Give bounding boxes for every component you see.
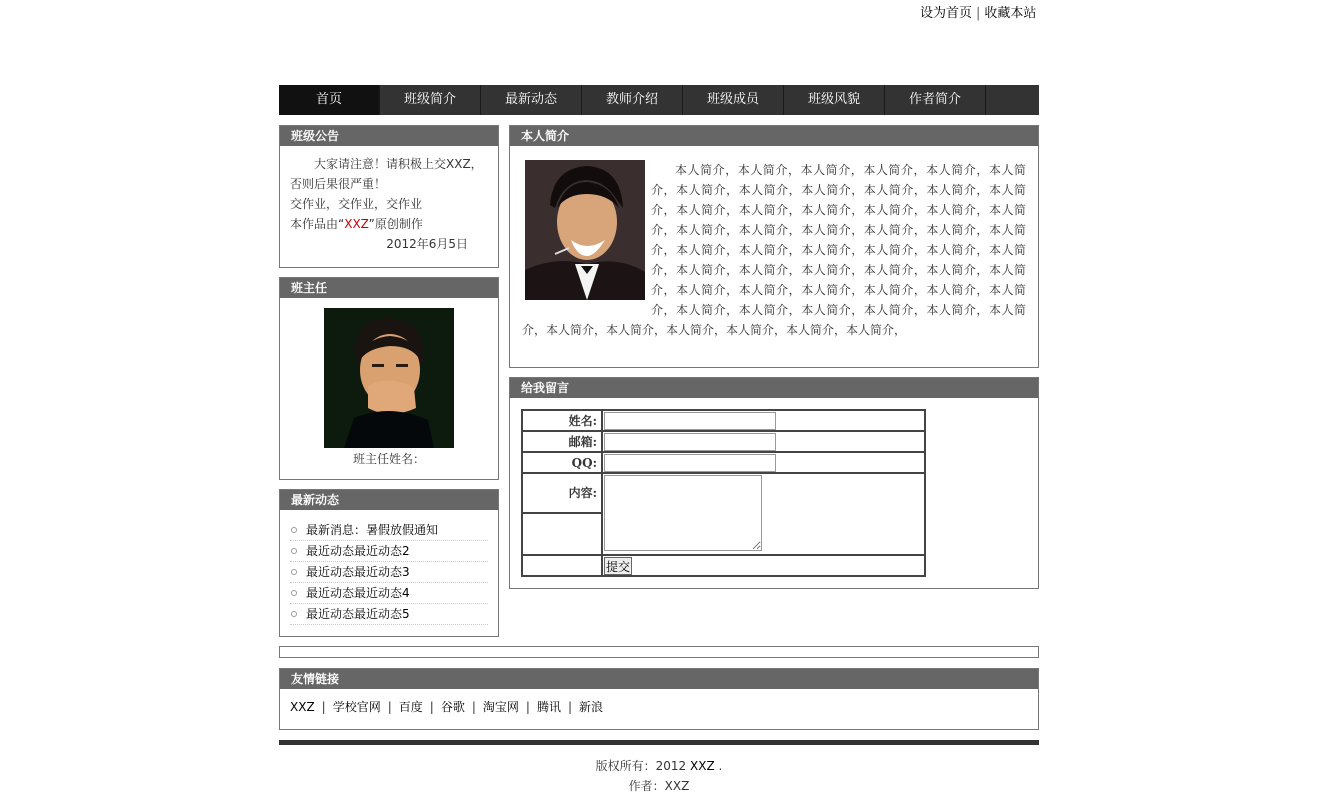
nav-author[interactable]: 作者简介 [885, 85, 986, 115]
friend-links-panel [279, 668, 1039, 730]
news-item-label: 最近动态最近动态3 [306, 565, 410, 579]
news-item[interactable] [290, 583, 488, 604]
notice-credit-suffix: ”原创制作 [368, 217, 423, 231]
bullet-icon [291, 611, 297, 617]
nav-members[interactable]: 班级成员 [683, 85, 784, 115]
news-item-label: 最近动态最近动态4 [306, 586, 410, 600]
submit-button[interactable]: 提交 [604, 557, 632, 575]
bookmark-link[interactable]: 收藏本站 [984, 6, 1037, 21]
nav-latest-news[interactable]: 最新动态 [481, 85, 582, 115]
portrait-image [525, 160, 645, 300]
empty-cell [522, 555, 602, 576]
link-separator: | [429, 700, 434, 714]
portrait-image [324, 308, 454, 448]
link-separator: | [321, 700, 326, 714]
qq-label: QQ: [522, 452, 602, 473]
self-intro-text: 本人简介，本人简介，本人简介，本人简介，本人简介，本人简介，本人简介，本人简介，本人简介，本人简介，本人简介，本人简介，本人简介，本人简介，本人简介，本人简介，本人简介，本人简介，本人简介，本人简介，本人简介，本人简介，本人简介，本人简介，本人简介，本人简介，本人简介，本人简介，本人简介，本人简介，本人简介，本人简介，本人简介，本人简介，本人简介，本人简介，本人简介，本人简介，本人简介，本人简介，本人简介，本人简介，本人简介，本人简介，本人简介，本人简介，本人简介，本人简介，本人简介，本人简介，本人简介，本人简介，本人简介，本人简介， [522, 163, 1026, 337]
message-panel [509, 377, 1039, 589]
link-separator: | [567, 700, 573, 714]
friend-link[interactable]: 学校官网 [332, 700, 381, 714]
news-item[interactable] [290, 541, 488, 562]
email-label: 邮箱: [522, 431, 602, 452]
empty-cell [522, 513, 602, 555]
author-line: 作者：XXZ [628, 779, 690, 793]
notice-date: 2012年6月5日 [386, 237, 468, 251]
notice-body [280, 146, 498, 254]
self-intro-panel [509, 125, 1039, 368]
content-textarea[interactable] [604, 475, 762, 551]
news-item-label: 最近动态最近动态2 [306, 544, 410, 558]
top-links-separator: | [976, 6, 981, 21]
copyright [279, 756, 1039, 776]
nav-class-style[interactable]: 班级风貌 [784, 85, 885, 115]
self-intro-title: 本人简介 [510, 126, 1038, 146]
notice-line-2: 交作业，交作业，交作业 [290, 197, 423, 211]
head-teacher-panel [279, 277, 499, 480]
head-teacher-caption: 班主任姓名： [352, 452, 425, 466]
bullet-icon [291, 569, 297, 575]
notice-title: 班级公告 [280, 126, 498, 146]
author-photo [525, 160, 645, 300]
copyright-prefix: 版权所有：2012 [595, 759, 691, 773]
bullet-icon [291, 548, 297, 554]
message-title: 给我留言 [510, 378, 1038, 398]
news-list [280, 510, 498, 625]
name-input[interactable] [604, 412, 776, 430]
news-item[interactable] [290, 520, 488, 541]
friend-links-title: 友情链接 [280, 669, 1038, 689]
footer-divider [279, 740, 1039, 745]
bullet-icon [291, 590, 297, 596]
head-teacher-title: 班主任 [280, 278, 498, 298]
news-item[interactable] [290, 562, 488, 583]
empty-bar [279, 646, 1039, 658]
top-links [920, 2, 1040, 21]
friend-link[interactable]: 谷歌 [440, 700, 465, 714]
friend-links-body [280, 689, 1038, 724]
news-item-label: 最近动态最近动态5 [306, 607, 410, 621]
message-form [521, 409, 926, 577]
nav-class-intro[interactable]: 班级简介 [380, 85, 481, 115]
friend-link[interactable]: XXZ [290, 700, 315, 714]
friend-link[interactable]: 新浪 [579, 700, 604, 714]
notice-panel [279, 125, 499, 268]
copyright-name: XXZ [690, 759, 715, 773]
bullet-icon [291, 527, 297, 533]
news-title: 最新动态 [280, 490, 498, 510]
friend-link[interactable]: 百度 [398, 700, 423, 714]
news-item-label: 最新消息：暑假放假通知 [306, 523, 439, 537]
copyright-suffix: . [714, 759, 723, 773]
nav-home[interactable]: 首页 [279, 85, 380, 115]
qq-cell [602, 452, 925, 473]
news-panel [279, 489, 499, 637]
notice-credit-name: XXZ [344, 217, 369, 231]
email-cell [602, 431, 925, 452]
head-teacher-photo [324, 308, 454, 448]
footer [279, 756, 1039, 796]
notice-credit-prefix: 本作品由“ [290, 217, 345, 231]
notice-line-1: 大家请注意！请积极上交XXZ，否则后果很严重！ [290, 157, 483, 191]
set-homepage-link[interactable]: 设为首页 [920, 6, 973, 21]
news-item[interactable] [290, 604, 488, 625]
qq-input[interactable] [604, 454, 776, 472]
name-label: 姓名: [522, 410, 602, 431]
notice-line-3 [290, 214, 488, 234]
link-separator: | [387, 700, 392, 714]
submit-cell [602, 555, 925, 576]
content-label: 内容: [522, 473, 602, 513]
self-intro-body [510, 146, 1038, 340]
email-input[interactable] [604, 433, 776, 451]
friend-link[interactable]: 淘宝网 [482, 700, 519, 714]
link-separator: | [471, 700, 476, 714]
content-cell [602, 473, 925, 555]
friend-link[interactable]: 腾讯 [536, 700, 561, 714]
main-nav [279, 85, 1039, 115]
name-cell [602, 410, 925, 431]
link-separator: | [525, 700, 530, 714]
nav-teachers[interactable]: 教师介绍 [582, 85, 683, 115]
